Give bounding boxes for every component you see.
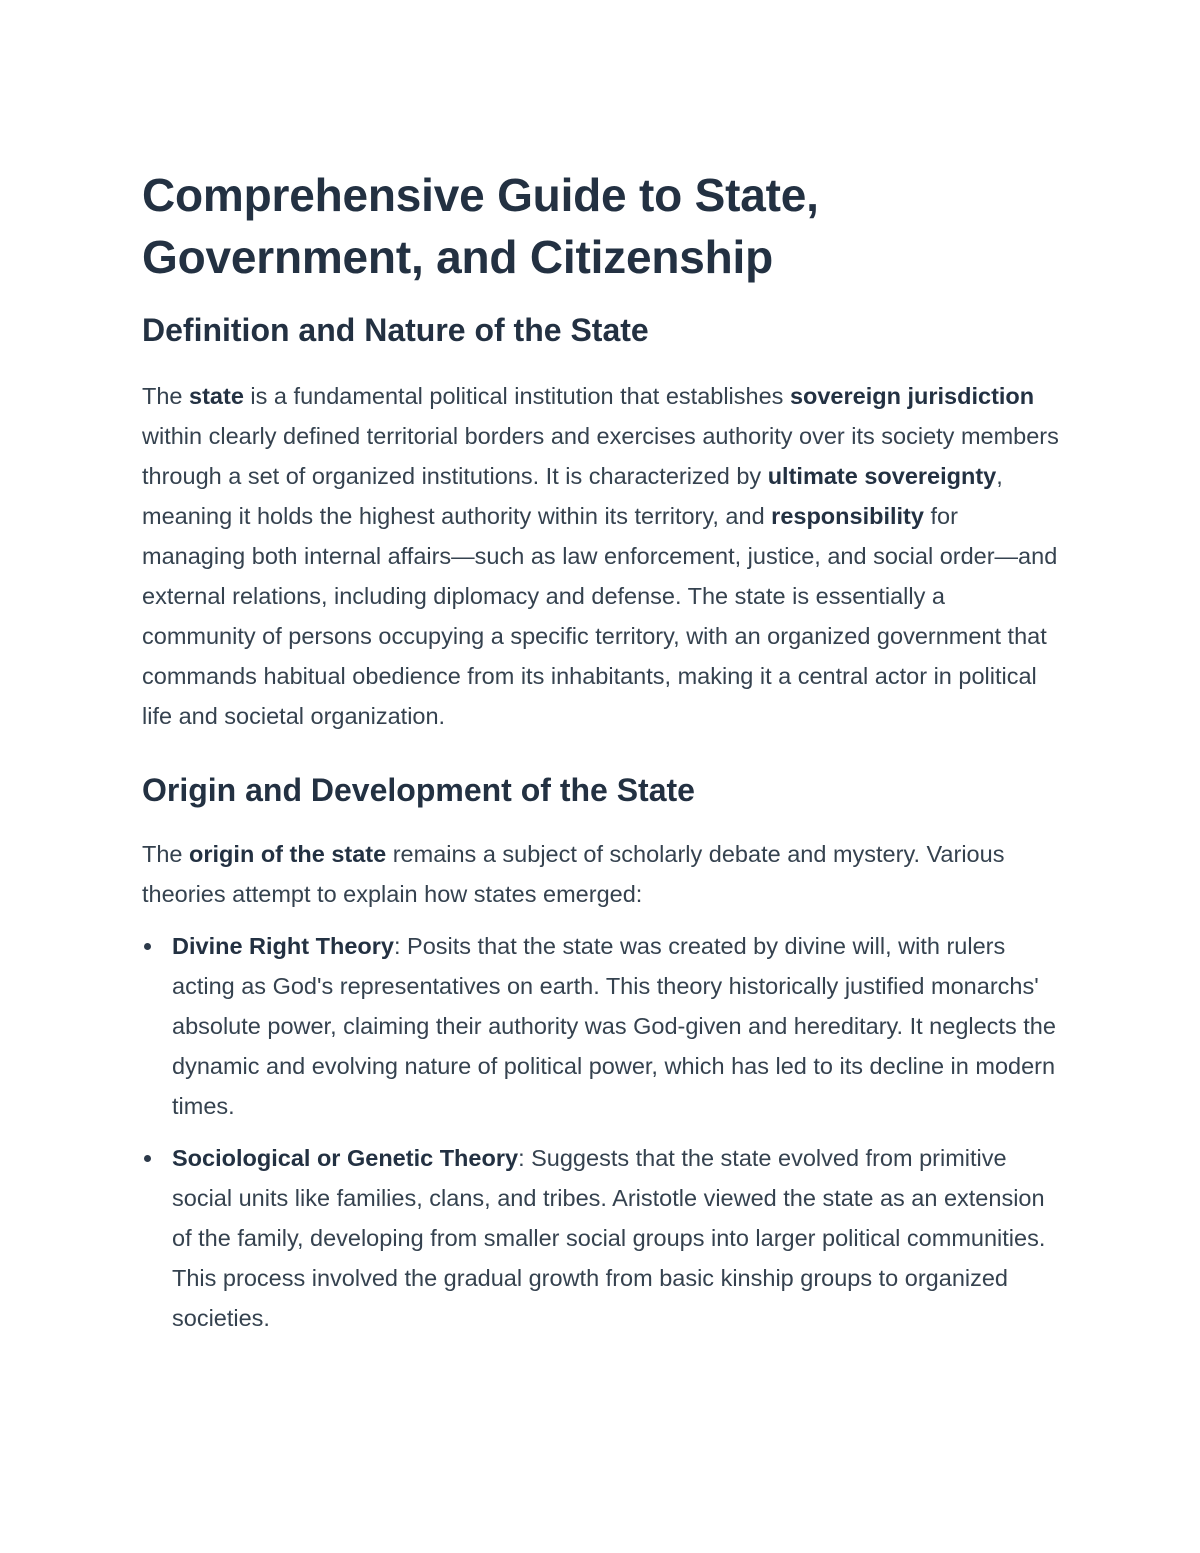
bold-term-state: state [189,383,244,409]
bold-term-responsibility: responsibility [771,503,924,529]
text-run: , meaning it holds the highest authority within its territory, and [142,463,1003,529]
definition-paragraph [142,376,1060,736]
origin-intro-paragraph [142,834,1060,914]
text-run: within clearly defined territorial borders and exercises authority over its society members through a set of organized institutions. It is characterized by [142,423,1059,489]
bold-term-sovereign-jurisdiction: sovereign jurisdiction [789,383,1035,409]
theory-list [142,926,1060,1338]
list-item-term: Sociological or Genetic Theory [172,1145,519,1171]
list-item-term: Divine Right Theory [172,933,394,959]
bullet-icon [144,1155,151,1162]
text-run: for managing both internal affairs—such as law enforcement, justice, and social order—and external relations, including diplomacy and defense. The state is essentially a community of persons occupying a specific territory, with an organized government that commands habitual obedience from its inhabitants, making it a central actor in political life and societal organization. [142,503,1058,729]
bold-term-origin-of-the-state: origin of the state [189,841,387,867]
list-item-text: : Suggests that the state evolved from primitive social units like families, clans, and tribes. Aristotle viewed the state as an extension of the family, developing from smaller social groups into larger political communities. This process involved the gradual growth from basic kinship groups to organized societies. [172,1145,1046,1331]
bold-term-ultimate-sovereignty: ultimate sovereignty [767,463,997,489]
text-run: The [142,841,190,867]
list-item-sociological-theory [142,1138,1060,1338]
text-run: The [142,383,190,409]
text-run: remains a subject of scholarly debate and mystery. Various theories attempt to explain how states emerged: [142,841,1005,907]
list-item-text: : Posits that the state was created by divine will, with rulers acting as God's representatives on earth. This theory historically justified monarchs' absolute power, claiming their authority was God-given and hereditary. It neglects the dynamic and evolving nature of political power, which has led to its decline in modern times. [172,933,1056,1119]
bullet-icon [144,943,151,950]
document-title: Comprehensive Guide to State, Government, and Citizenship [142,169,819,283]
text-run: is a fundamental political institution that establishes [243,383,790,409]
section-heading-origin: Origin and Development of the State [142,772,695,808]
section-heading-definition: Definition and Nature of the State [142,312,649,348]
list-item-divine-right-theory [142,926,1060,1126]
